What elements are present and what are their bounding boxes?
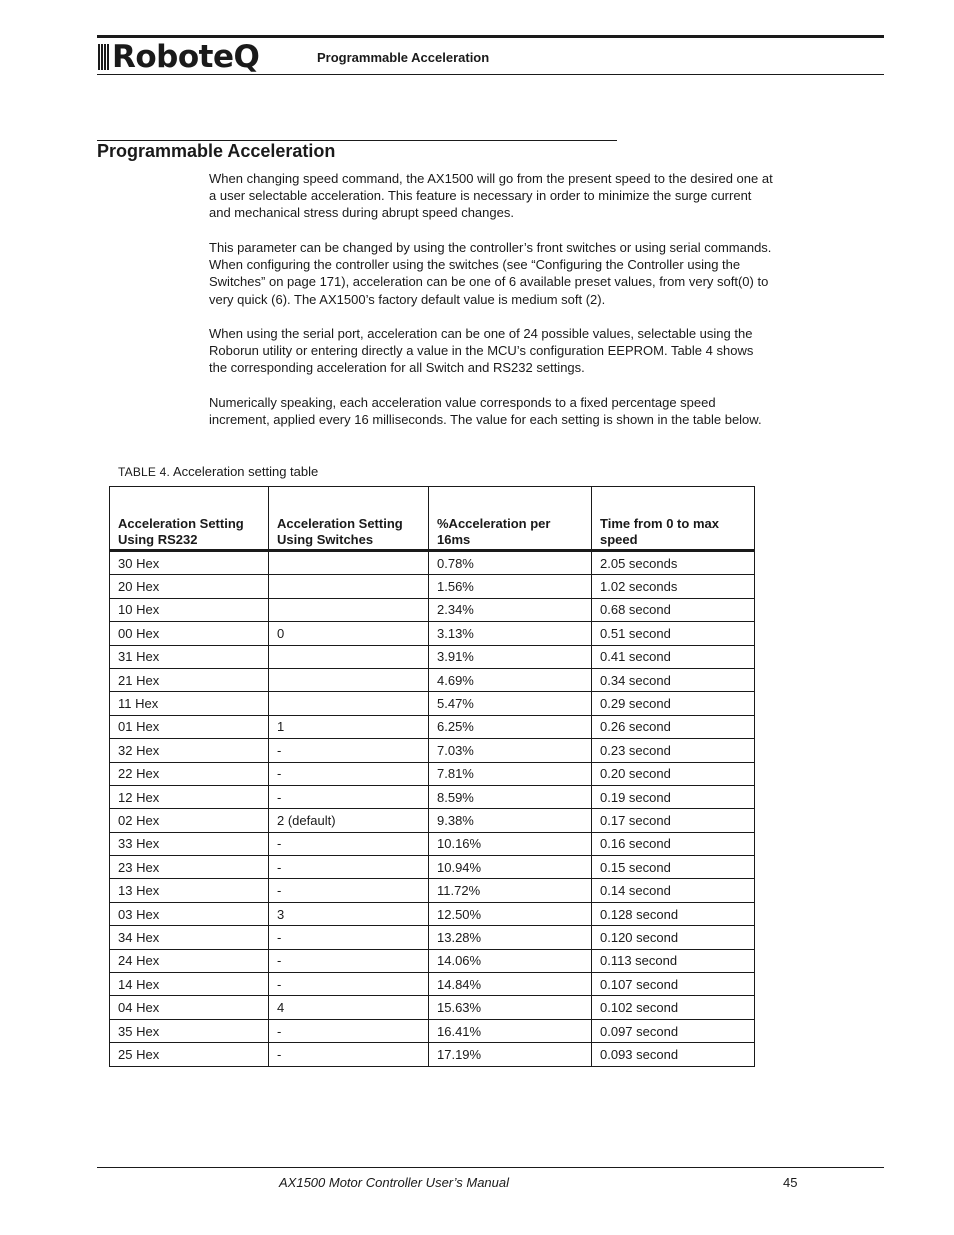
- page-number: 45: [783, 1175, 798, 1190]
- cell-acceleration-percent: 3.13%: [429, 622, 592, 645]
- cell-time-to-max: 0.102 second: [592, 996, 755, 1019]
- table-caption-label: TABLE 4.: [118, 465, 171, 479]
- cell-switches: -: [269, 1043, 429, 1066]
- header-time-to-max: Time from 0 to max speed: [592, 487, 755, 551]
- cell-time-to-max: 0.107 second: [592, 973, 755, 996]
- cell-switches: 1: [269, 715, 429, 738]
- cell-switches: -: [269, 785, 429, 808]
- cell-time-to-max: 0.19 second: [592, 785, 755, 808]
- logo-bars-icon: [98, 44, 109, 70]
- cell-rs232: 25 Hex: [110, 1043, 269, 1066]
- table-row: [110, 902, 755, 925]
- cell-time-to-max: 0.097 second: [592, 1019, 755, 1042]
- table-row: [110, 809, 755, 832]
- cell-acceleration-percent: 9.38%: [429, 809, 592, 832]
- acceleration-table: [109, 486, 755, 1067]
- cell-acceleration-percent: 14.84%: [429, 973, 592, 996]
- table-row: [110, 1019, 755, 1042]
- cell-time-to-max: 0.15 second: [592, 856, 755, 879]
- cell-switches: -: [269, 973, 429, 996]
- table-row: [110, 739, 755, 762]
- table-row: [110, 622, 755, 645]
- cell-switches: -: [269, 739, 429, 762]
- logo-text: RoboteQ: [112, 38, 260, 75]
- cell-time-to-max: 0.17 second: [592, 809, 755, 832]
- cell-rs232: 02 Hex: [110, 809, 269, 832]
- cell-rs232: 11 Hex: [110, 692, 269, 715]
- cell-rs232: 21 Hex: [110, 668, 269, 691]
- page-title: Programmable Acceleration: [97, 141, 336, 161]
- cell-acceleration-percent: 4.69%: [429, 668, 592, 691]
- table-caption-text: Acceleration setting table: [172, 464, 319, 479]
- cell-rs232: 01 Hex: [110, 715, 269, 738]
- cell-rs232: 23 Hex: [110, 856, 269, 879]
- cell-time-to-max: 0.26 second: [592, 715, 755, 738]
- cell-acceleration-percent: 0.78%: [429, 551, 592, 575]
- cell-rs232: 20 Hex: [110, 575, 269, 598]
- cell-time-to-max: 0.20 second: [592, 762, 755, 785]
- cell-switches: -: [269, 926, 429, 949]
- table-header-row: [110, 487, 755, 551]
- table-row: [110, 996, 755, 1019]
- table-row: [110, 856, 755, 879]
- cell-acceleration-percent: 12.50%: [429, 902, 592, 925]
- table-row: [110, 879, 755, 902]
- table-row: [110, 926, 755, 949]
- cell-switches: 2 (default): [269, 809, 429, 832]
- header-rs232: Acceleration Setting Using RS232: [110, 487, 269, 551]
- cell-acceleration-percent: 11.72%: [429, 879, 592, 902]
- cell-rs232: 31 Hex: [110, 645, 269, 668]
- table-row: [110, 785, 755, 808]
- cell-acceleration-percent: 15.63%: [429, 996, 592, 1019]
- cell-switches: 4: [269, 996, 429, 1019]
- cell-acceleration-percent: 14.06%: [429, 949, 592, 972]
- cell-time-to-max: 0.34 second: [592, 668, 755, 691]
- table-row: [110, 668, 755, 691]
- cell-rs232: 24 Hex: [110, 949, 269, 972]
- paragraph-intro: When changing speed command, the AX1500 will go from the present speed to the desired one at a user selectable acceleration. This feature is necessary in order to minimize the surge current and mechanical stress during abrupt speed changes.: [209, 171, 773, 221]
- cell-switches: -: [269, 856, 429, 879]
- cell-switches: [269, 645, 429, 668]
- cell-acceleration-percent: 10.16%: [429, 832, 592, 855]
- footer-rule: [97, 1167, 884, 1168]
- cell-rs232: 32 Hex: [110, 739, 269, 762]
- cell-time-to-max: 0.41 second: [592, 645, 755, 668]
- cell-acceleration-percent: 2.34%: [429, 598, 592, 621]
- cell-time-to-max: 0.093 second: [592, 1043, 755, 1066]
- cell-time-to-max: 0.68 second: [592, 598, 755, 621]
- table-row: [110, 1043, 755, 1066]
- cell-rs232: 03 Hex: [110, 902, 269, 925]
- header-section-title: Programmable Acceleration: [317, 50, 490, 65]
- cell-acceleration-percent: 16.41%: [429, 1019, 592, 1042]
- cell-rs232: 12 Hex: [110, 785, 269, 808]
- table-row: [110, 715, 755, 738]
- cell-switches: -: [269, 1019, 429, 1042]
- table-row: [110, 551, 755, 575]
- cell-rs232: 34 Hex: [110, 926, 269, 949]
- header-switches: Acceleration Setting Using Switches: [269, 487, 429, 551]
- cell-rs232: 04 Hex: [110, 996, 269, 1019]
- cell-rs232: 35 Hex: [110, 1019, 269, 1042]
- paragraph-numeric: Numerically speaking, each acceleration value corresponds to a fixed percentage speed increment, applied every 16 milliseconds. The value for each setting is shown in the table below.: [209, 395, 762, 428]
- cell-switches: -: [269, 949, 429, 972]
- cell-time-to-max: 0.29 second: [592, 692, 755, 715]
- cell-switches: [269, 575, 429, 598]
- cell-time-to-max: 2.05 seconds: [592, 551, 755, 575]
- table-row: [110, 692, 755, 715]
- table-row: [110, 949, 755, 972]
- cell-switches: [269, 598, 429, 621]
- cell-rs232: 30 Hex: [110, 551, 269, 575]
- cell-acceleration-percent: 5.47%: [429, 692, 592, 715]
- cell-switches: [269, 692, 429, 715]
- footer-manual-title: AX1500 Motor Controller User’s Manual: [279, 1175, 510, 1190]
- cell-switches: 3: [269, 902, 429, 925]
- cell-acceleration-percent: 6.25%: [429, 715, 592, 738]
- paragraph-serial: When using the serial port, acceleration can be one of 24 possible values, selectable using the Roborun utility or entering directly a value in the MCU’s configuration EEPROM. Table 4 shows the corresponding acceleration for all Switch and RS232 settings.: [209, 326, 754, 376]
- cell-switches: -: [269, 762, 429, 785]
- table-row: [110, 598, 755, 621]
- header-top-rule: [97, 35, 884, 38]
- cell-rs232: 14 Hex: [110, 973, 269, 996]
- table-row: [110, 762, 755, 785]
- cell-time-to-max: 0.120 second: [592, 926, 755, 949]
- cell-time-to-max: 0.14 second: [592, 879, 755, 902]
- header-acceleration-percent: %Acceleration per 16ms: [429, 487, 592, 551]
- paragraph-switches: This parameter can be changed by using the controller’s front switches or using serial commands. When configuring the controller using the switches (see “Configuring the Controller using the Switches” on page 171), acceleration can be one of 6 available preset values, from very soft(0) to very quick (6). The AX1500’s factory default value is medium soft (2).: [209, 240, 772, 307]
- cell-acceleration-percent: 7.03%: [429, 739, 592, 762]
- table-row: [110, 575, 755, 598]
- cell-acceleration-percent: 1.56%: [429, 575, 592, 598]
- header-bottom-rule: [97, 74, 884, 75]
- table-row: [110, 973, 755, 996]
- cell-acceleration-percent: 10.94%: [429, 856, 592, 879]
- cell-rs232: 22 Hex: [110, 762, 269, 785]
- cell-rs232: 13 Hex: [110, 879, 269, 902]
- cell-time-to-max: 0.23 second: [592, 739, 755, 762]
- cell-acceleration-percent: 17.19%: [429, 1043, 592, 1066]
- cell-rs232: 33 Hex: [110, 832, 269, 855]
- cell-switches: 0: [269, 622, 429, 645]
- cell-time-to-max: 0.113 second: [592, 949, 755, 972]
- roboteq-logo: [98, 38, 260, 75]
- cell-rs232: 00 Hex: [110, 622, 269, 645]
- cell-time-to-max: 0.128 second: [592, 902, 755, 925]
- table-row: [110, 832, 755, 855]
- table-row: [110, 645, 755, 668]
- cell-acceleration-percent: 3.91%: [429, 645, 592, 668]
- cell-time-to-max: 0.51 second: [592, 622, 755, 645]
- cell-switches: [269, 668, 429, 691]
- cell-rs232: 10 Hex: [110, 598, 269, 621]
- cell-time-to-max: 0.16 second: [592, 832, 755, 855]
- cell-switches: [269, 551, 429, 575]
- cell-time-to-max: 1.02 seconds: [592, 575, 755, 598]
- cell-acceleration-percent: 8.59%: [429, 785, 592, 808]
- cell-acceleration-percent: 7.81%: [429, 762, 592, 785]
- table-caption: [118, 464, 318, 479]
- cell-switches: -: [269, 879, 429, 902]
- cell-switches: -: [269, 832, 429, 855]
- cell-acceleration-percent: 13.28%: [429, 926, 592, 949]
